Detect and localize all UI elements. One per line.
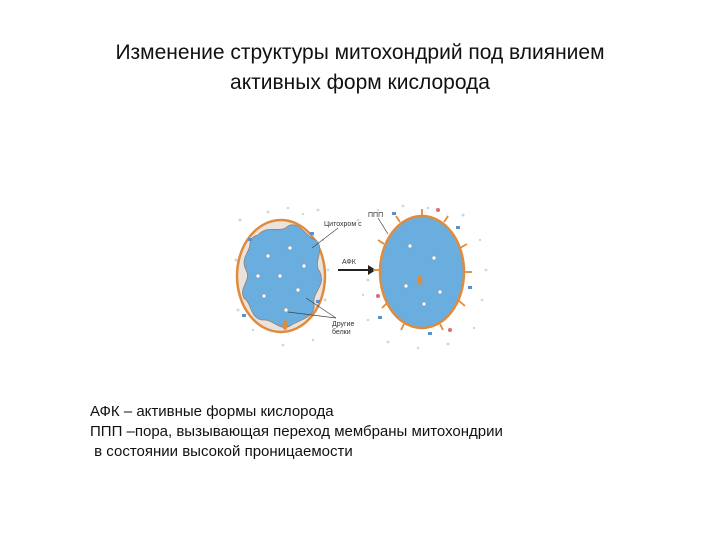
legend-line-1: АФК – активные формы кислорода xyxy=(90,403,334,420)
mitochondria-diagram xyxy=(228,200,490,352)
slide-title xyxy=(0,38,720,98)
leader-ppp xyxy=(378,218,388,234)
label-afk: АФК xyxy=(342,259,356,266)
label-proteins-line2: белки xyxy=(332,329,351,336)
swollen-mitochondrion xyxy=(373,208,472,335)
label-proteins-line1: Другие xyxy=(332,321,355,328)
transition-arrow xyxy=(338,265,376,275)
legend-line-3: в состоянии высокой проницаемости xyxy=(90,443,353,460)
legend-line-2: ППП –пора, вызывающая переход мембраны митохондрии xyxy=(90,423,503,440)
label-ppp: ППП xyxy=(368,212,384,219)
legend xyxy=(90,402,503,462)
label-cytochrome: Цитохром с xyxy=(324,221,362,228)
title-line-2: активных форм кислорода xyxy=(230,71,490,94)
title-line-1: Изменение структуры митохондрий под влиянием xyxy=(115,41,605,64)
leader-cytochrome xyxy=(312,228,338,248)
